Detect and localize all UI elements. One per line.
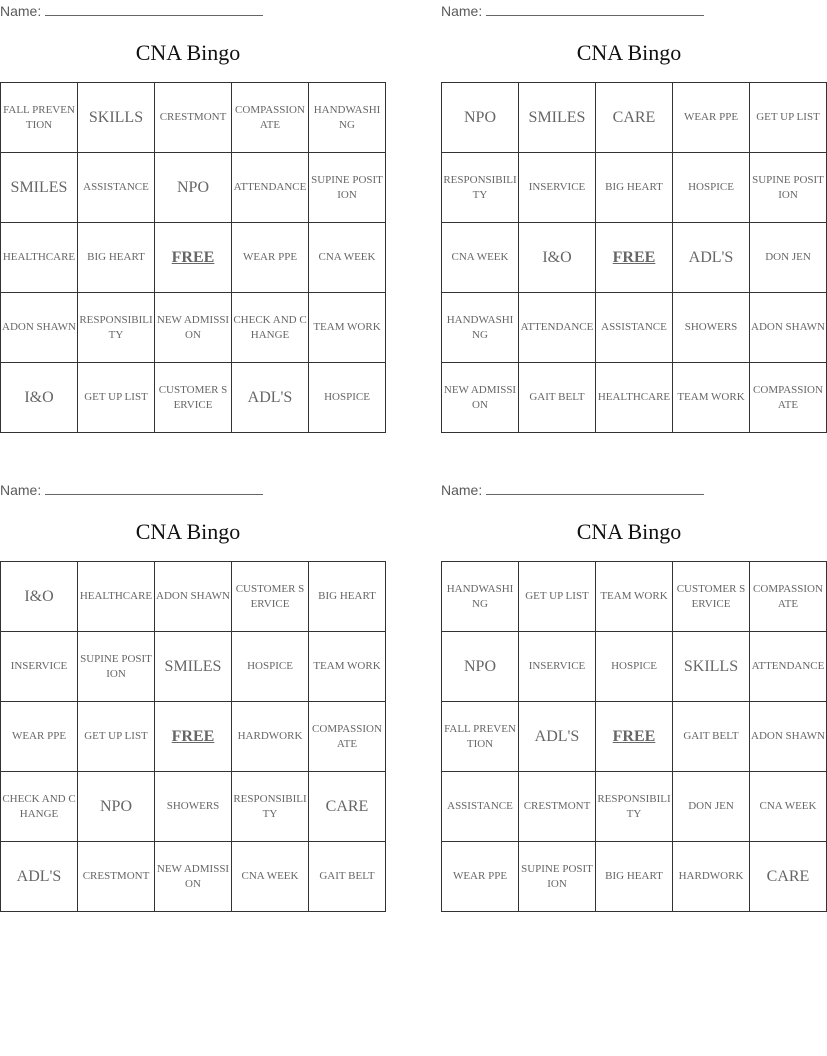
bingo-cell[interactable]: HOSPICE — [596, 632, 673, 702]
bingo-row — [442, 293, 827, 363]
bingo-row — [1, 702, 386, 772]
bingo-cell[interactable]: BIG HEART — [596, 842, 673, 912]
bingo-grid — [441, 561, 827, 912]
bingo-cell[interactable]: ATTENDANCE — [750, 632, 827, 702]
bingo-cell[interactable]: I&O — [1, 363, 78, 433]
bingo-cell[interactable]: ASSISTANCE — [78, 153, 155, 223]
bingo-cell[interactable]: DON JEN — [673, 772, 750, 842]
bingo-cell[interactable]: COMPASSIONATE — [309, 702, 386, 772]
bingo-cell[interactable]: TEAM WORK — [309, 293, 386, 363]
bingo-cell[interactable]: HOSPICE — [673, 153, 750, 223]
bingo-cell[interactable]: CARE — [750, 842, 827, 912]
name-field — [0, 482, 263, 498]
bingo-row — [442, 562, 827, 632]
bingo-cell[interactable]: SUPINE POSITION — [750, 153, 827, 223]
name-blank-line[interactable] — [45, 482, 263, 495]
bingo-cell[interactable]: SHOWERS — [155, 772, 232, 842]
bingo-cell[interactable]: INSERVICE — [1, 632, 78, 702]
bingo-cell[interactable]: HOSPICE — [232, 632, 309, 702]
name-blank-line[interactable] — [486, 482, 704, 495]
name-label: Name: — [0, 482, 42, 498]
bingo-cell[interactable]: NEW ADMISSION — [442, 363, 519, 433]
bingo-cell[interactable]: CNA WEEK — [442, 223, 519, 293]
bingo-cell[interactable]: SMILES — [155, 632, 232, 702]
bingo-cell[interactable]: ADL'S — [1, 842, 78, 912]
bingo-cell[interactable]: HEALTHCARE — [1, 223, 78, 293]
name-label: Name: — [441, 482, 483, 498]
card-title: CNA Bingo — [135, 40, 241, 65]
bingo-cell[interactable]: CHECK AND CHANGE — [232, 293, 309, 363]
bingo-cell[interactable]: I&O — [519, 223, 596, 293]
card-title: CNA Bingo — [576, 519, 682, 544]
bingo-cell[interactable]: GET UP LIST — [78, 702, 155, 772]
bingo-cell[interactable]: SHOWERS — [673, 293, 750, 363]
bingo-cell[interactable]: INSERVICE — [519, 632, 596, 702]
free-space-cell[interactable]: FREE — [596, 223, 673, 293]
bingo-cell[interactable]: CUSTOMER SERVICE — [673, 562, 750, 632]
bingo-cell[interactable]: TEAM WORK — [673, 363, 750, 433]
bingo-cell[interactable]: CARE — [596, 83, 673, 153]
bingo-cell[interactable]: WEAR PPE — [232, 223, 309, 293]
name-label: Name: — [441, 3, 483, 19]
bingo-row — [1, 562, 386, 632]
bingo-cell[interactable]: COMPASSIONATE — [750, 562, 827, 632]
name-blank-line[interactable] — [45, 3, 263, 16]
card-title: CNA Bingo — [135, 519, 241, 544]
bingo-cell[interactable]: GAIT BELT — [519, 363, 596, 433]
bingo-row — [442, 702, 827, 772]
bingo-cell[interactable]: CARE — [309, 772, 386, 842]
bingo-cell[interactable]: CRESTMONT — [78, 842, 155, 912]
bingo-cell[interactable]: ASSISTANCE — [442, 772, 519, 842]
bingo-cell[interactable]: GET UP LIST — [78, 363, 155, 433]
bingo-grid — [0, 561, 386, 912]
bingo-cell[interactable]: I&O — [1, 562, 78, 632]
bingo-row — [1, 83, 386, 153]
bingo-cell[interactable]: ADL'S — [673, 223, 750, 293]
bingo-cell[interactable]: NEW ADMISSION — [155, 293, 232, 363]
bingo-cell[interactable]: CNA WEEK — [309, 223, 386, 293]
bingo-cell[interactable]: TEAM WORK — [309, 632, 386, 702]
bingo-row — [1, 293, 386, 363]
bingo-cell[interactable]: FALL PREVENTION — [442, 702, 519, 772]
bingo-row — [442, 772, 827, 842]
bingo-cell[interactable]: RESPONSIBILITY — [596, 772, 673, 842]
name-blank-line[interactable] — [486, 3, 704, 16]
card-title: CNA Bingo — [576, 40, 682, 65]
bingo-row — [1, 632, 386, 702]
bingo-row — [442, 632, 827, 702]
bingo-cell[interactable]: ADL'S — [232, 363, 309, 433]
bingo-cell[interactable]: NPO — [442, 83, 519, 153]
bingo-row — [1, 223, 386, 293]
bingo-row — [1, 363, 386, 433]
bingo-cell[interactable]: ATTENDANCE — [519, 293, 596, 363]
bingo-row — [442, 842, 827, 912]
bingo-cell[interactable]: HANDWASHING — [442, 562, 519, 632]
bingo-row — [1, 772, 386, 842]
name-field — [441, 482, 704, 498]
bingo-cell[interactable]: ADON SHAWN — [750, 293, 827, 363]
bingo-cell[interactable]: GAIT BELT — [673, 702, 750, 772]
bingo-cell[interactable]: SUPINE POSITION — [309, 153, 386, 223]
bingo-cell[interactable]: RESPONSIBILITY — [442, 153, 519, 223]
bingo-cell[interactable]: NPO — [442, 632, 519, 702]
bingo-row — [442, 83, 827, 153]
bingo-cell[interactable]: NPO — [155, 153, 232, 223]
bingo-cell[interactable]: BIG HEART — [309, 562, 386, 632]
bingo-row — [442, 363, 827, 433]
bingo-cell[interactable]: SMILES — [1, 153, 78, 223]
bingo-cell[interactable]: CHECK AND CHANGE — [1, 772, 78, 842]
bingo-cell[interactable]: BIG HEART — [596, 153, 673, 223]
bingo-cell[interactable]: GET UP LIST — [750, 83, 827, 153]
free-space-cell[interactable]: FREE — [155, 223, 232, 293]
bingo-cell[interactable]: FALL PREVENTION — [1, 83, 78, 153]
bingo-cell[interactable]: CUSTOMER SERVICE — [232, 562, 309, 632]
name-field — [0, 3, 263, 19]
bingo-cell[interactable]: BIG HEART — [78, 223, 155, 293]
bingo-cell[interactable]: GAIT BELT — [309, 842, 386, 912]
bingo-cell[interactable]: HEALTHCARE — [596, 363, 673, 433]
bingo-cell[interactable]: CRESTMONT — [155, 83, 232, 153]
bingo-cell[interactable]: SUPINE POSITION — [519, 842, 596, 912]
bingo-cell[interactable]: NEW ADMISSION — [155, 842, 232, 912]
bingo-cell[interactable]: SUPINE POSITION — [78, 632, 155, 702]
bingo-cell[interactable]: WEAR PPE — [1, 702, 78, 772]
bingo-cell[interactable]: HEALTHCARE — [78, 562, 155, 632]
name-field — [441, 3, 704, 19]
bingo-cell[interactable]: ADON SHAWN — [1, 293, 78, 363]
bingo-cell[interactable]: SMILES — [519, 83, 596, 153]
bingo-cell[interactable]: WEAR PPE — [673, 83, 750, 153]
bingo-cell[interactable]: SKILLS — [673, 632, 750, 702]
bingo-cell[interactable]: CUSTOMER SERVICE — [155, 363, 232, 433]
bingo-grid — [0, 82, 386, 433]
free-space-cell[interactable]: FREE — [155, 702, 232, 772]
bingo-cell[interactable]: ADON SHAWN — [155, 562, 232, 632]
bingo-row — [442, 223, 827, 293]
bingo-cell[interactable]: RESPONSIBILITY — [232, 772, 309, 842]
bingo-cell[interactable]: HANDWASHING — [442, 293, 519, 363]
bingo-cell[interactable]: WEAR PPE — [442, 842, 519, 912]
name-label: Name: — [0, 3, 42, 19]
bingo-cell[interactable]: RESPONSIBILITY — [78, 293, 155, 363]
bingo-row — [1, 842, 386, 912]
bingo-cell[interactable]: HARDWORK — [232, 702, 309, 772]
bingo-cell[interactable]: GET UP LIST — [519, 562, 596, 632]
bingo-cell[interactable]: ADL'S — [519, 702, 596, 772]
bingo-cell[interactable]: ASSISTANCE — [596, 293, 673, 363]
bingo-cell[interactable]: SKILLS — [78, 83, 155, 153]
free-space-cell[interactable]: FREE — [596, 702, 673, 772]
bingo-row — [442, 153, 827, 223]
bingo-row — [1, 153, 386, 223]
bingo-cell[interactable]: NPO — [78, 772, 155, 842]
bingo-cell[interactable]: CNA WEEK — [750, 772, 827, 842]
bingo-cell[interactable]: HARDWORK — [673, 842, 750, 912]
bingo-cell[interactable]: DON JEN — [750, 223, 827, 293]
bingo-cell[interactable]: CRESTMONT — [519, 772, 596, 842]
bingo-grid — [441, 82, 827, 433]
bingo-cell[interactable]: INSERVICE — [519, 153, 596, 223]
bingo-cell[interactable]: ADON SHAWN — [750, 702, 827, 772]
bingo-cell[interactable]: TEAM WORK — [596, 562, 673, 632]
bingo-cell[interactable]: COMPASSIONATE — [750, 363, 827, 433]
bingo-cell[interactable]: COMPASSIONATE — [232, 83, 309, 153]
bingo-cell[interactable]: CNA WEEK — [232, 842, 309, 912]
bingo-cell[interactable]: HOSPICE — [309, 363, 386, 433]
bingo-cell[interactable]: ATTENDANCE — [232, 153, 309, 223]
bingo-cell[interactable]: HANDWASHING — [309, 83, 386, 153]
